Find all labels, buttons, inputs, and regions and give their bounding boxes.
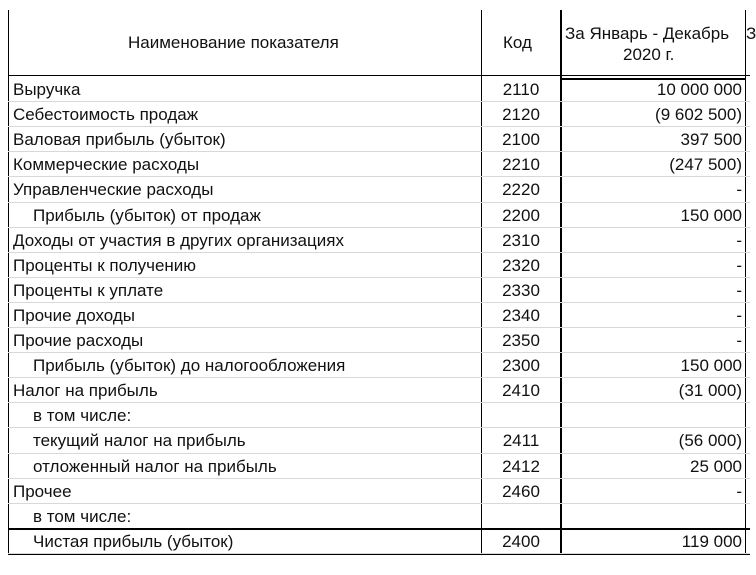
row-code: 2410 [502,381,540,401]
row-name: Прибыль (убыток) до налогообложения [33,356,346,376]
row-name: отложенный налог на прибыль [33,456,277,476]
row-code: 2400 [502,531,540,551]
row-name: Прибыль (убыток) от продаж [33,205,261,225]
header-code: Код [503,33,532,52]
row-value: - [736,481,742,501]
row-value: - [736,280,742,300]
row-code: 2412 [502,456,540,476]
header-period-line1: За Январь - Декабрь [565,24,730,43]
row-name: Налог на прибыль [13,381,158,401]
header-clipped-column: З [746,24,756,43]
row-value: 10 000 000 [656,80,742,99]
row-name: Управленческие расходы [13,180,214,200]
row-name: Проценты к получению [13,255,197,275]
row-code: 2460 [502,481,540,501]
header-divider [8,75,750,76]
row-value: 150 000 [680,205,742,225]
row-name: Себестоимость продаж [13,105,199,125]
row-code: 2340 [502,305,540,325]
header-period-line2: 2020 г. [623,45,675,64]
row-code: 2350 [502,331,540,350]
row-name: текущий налог на прибыль [33,431,246,451]
row-name: Валовая прибыль (убыток) [13,130,226,150]
row-code: 2300 [502,356,540,376]
row-name: Проценты к уплате [13,280,164,300]
table-bottom [8,554,750,555]
grid-line-left [8,10,9,555]
row-code: 2120 [502,105,540,125]
row-value: - [736,255,742,275]
row-name: Чистая прибыль (убыток) [33,531,234,551]
row-value: - [736,305,742,325]
row-code: 2210 [502,155,540,175]
row-value: 119 000 [681,531,742,551]
header-name: Наименование показателя [128,33,339,52]
row-value: - [736,180,742,200]
row-name: Выручка [13,80,81,99]
row-code: 2110 [502,80,540,99]
row-value: - [736,230,742,250]
row-value: 397 500 [680,130,742,150]
row-value: 150 000 [680,356,742,376]
row-name: Доходы от участия в других организациях [13,230,344,250]
row-name: в том числе: [33,406,132,426]
row-name: Коммерческие расходы [13,155,200,175]
row-name: Прочие расходы [13,331,144,350]
row-value: (31 000) [678,381,742,401]
row-value: (247 500) [669,155,742,175]
row-value: (9 602 500) [655,105,742,125]
row-code: 2220 [502,180,540,200]
row-name: Прочее [13,481,72,501]
row-code: 2200 [502,205,540,225]
row-code: 2100 [502,130,540,150]
row-value: 25 000 [690,456,742,476]
row-code: 2411 [502,431,540,451]
net-profit-divider [8,528,750,530]
grid-line-value-right [745,10,746,555]
row-value: (56 000) [678,431,742,451]
row-value: - [736,331,742,350]
row-code: 2310 [502,230,540,250]
row-code: 2330 [502,280,540,300]
row-name: в том числе: [33,506,132,526]
row-name: Прочие доходы [13,305,135,325]
row-code: 2320 [502,255,540,275]
